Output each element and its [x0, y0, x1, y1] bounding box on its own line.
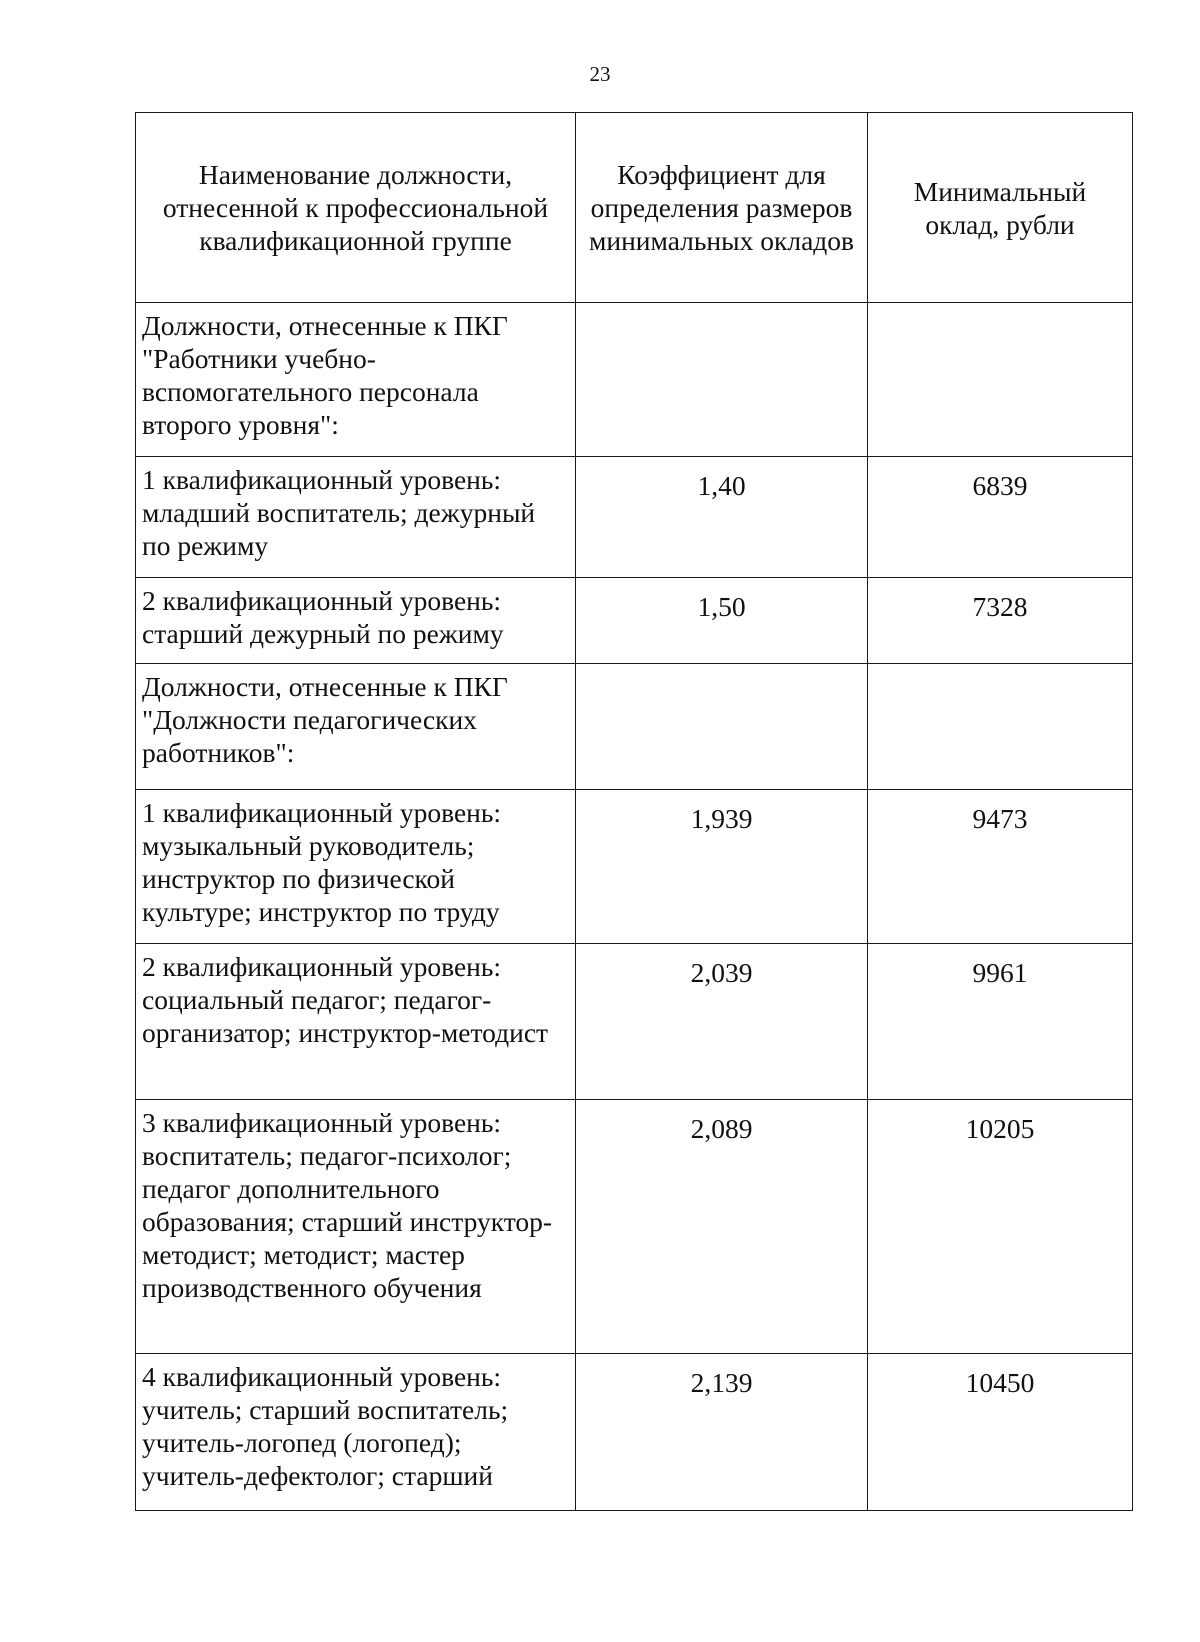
- page-number: 23: [589, 62, 611, 86]
- min-salary-cell: 9961: [868, 944, 1133, 1100]
- position-cell: 3 квалификационный уровень: воспитатель; педагог-психолог; педагог дополнительного образования; старший инструктор-методист; методист; мастер производственного обучения: [136, 1100, 576, 1354]
- min-salary-cell: [868, 303, 1133, 457]
- table-row: [136, 457, 1133, 578]
- position-cell: 1 квалификационный уровень: младший воспитатель; дежурный по режиму: [136, 457, 576, 578]
- position-cell: Должности, отнесенные к ПКГ "Работники учебно-вспомогательного персонала второго уровня":: [136, 303, 576, 457]
- coefficient-cell: 1,939: [576, 790, 868, 944]
- position-cell: 2 квалификационный уровень: старший дежурный по режиму: [136, 578, 576, 664]
- position-cell: Должности, отнесенные к ПКГ "Должности педагогических работников":: [136, 664, 576, 790]
- position-cell: 2 квалификационный уровень: социальный педагог; педагог-организатор; инструктор-методист: [136, 944, 576, 1100]
- table-row: [136, 1100, 1133, 1354]
- table-row: [136, 664, 1133, 790]
- header-position-name: Наименование должности, отнесенной к профессиональной квалификационной группе: [136, 113, 576, 303]
- position-cell: 1 квалификационный уровень: музыкальный руководитель; инструктор по физической культуре; инструктор по труду: [136, 790, 576, 944]
- coefficient-cell: 1,40: [576, 457, 868, 578]
- table-header-row: [136, 113, 1133, 303]
- table-row: [136, 578, 1133, 664]
- min-salary-cell: 7328: [868, 578, 1133, 664]
- table-row: [136, 303, 1133, 457]
- header-min-salary: Минимальный оклад, рубли: [868, 113, 1133, 303]
- table-row: [136, 1354, 1133, 1511]
- min-salary-cell: 10450: [868, 1354, 1133, 1511]
- coefficient-cell: [576, 303, 868, 457]
- position-cell: 4 квалификационный уровень: учитель; старший воспитатель; учитель-логопед (логопед); учитель-дефектолог; старший: [136, 1354, 576, 1511]
- min-salary-cell: 10205: [868, 1100, 1133, 1354]
- coefficient-cell: 2,039: [576, 944, 868, 1100]
- min-salary-cell: 6839: [868, 457, 1133, 578]
- min-salary-cell: 9473: [868, 790, 1133, 944]
- salary-table: [135, 112, 1133, 1511]
- coefficient-cell: 1,50: [576, 578, 868, 664]
- coefficient-cell: 2,139: [576, 1354, 868, 1511]
- table-row: [136, 944, 1133, 1100]
- coefficient-cell: [576, 664, 868, 790]
- min-salary-cell: [868, 664, 1133, 790]
- header-coefficient: Коэффициент для определения размеров минимальных окладов: [576, 113, 868, 303]
- table-row: [136, 790, 1133, 944]
- coefficient-cell: 2,089: [576, 1100, 868, 1354]
